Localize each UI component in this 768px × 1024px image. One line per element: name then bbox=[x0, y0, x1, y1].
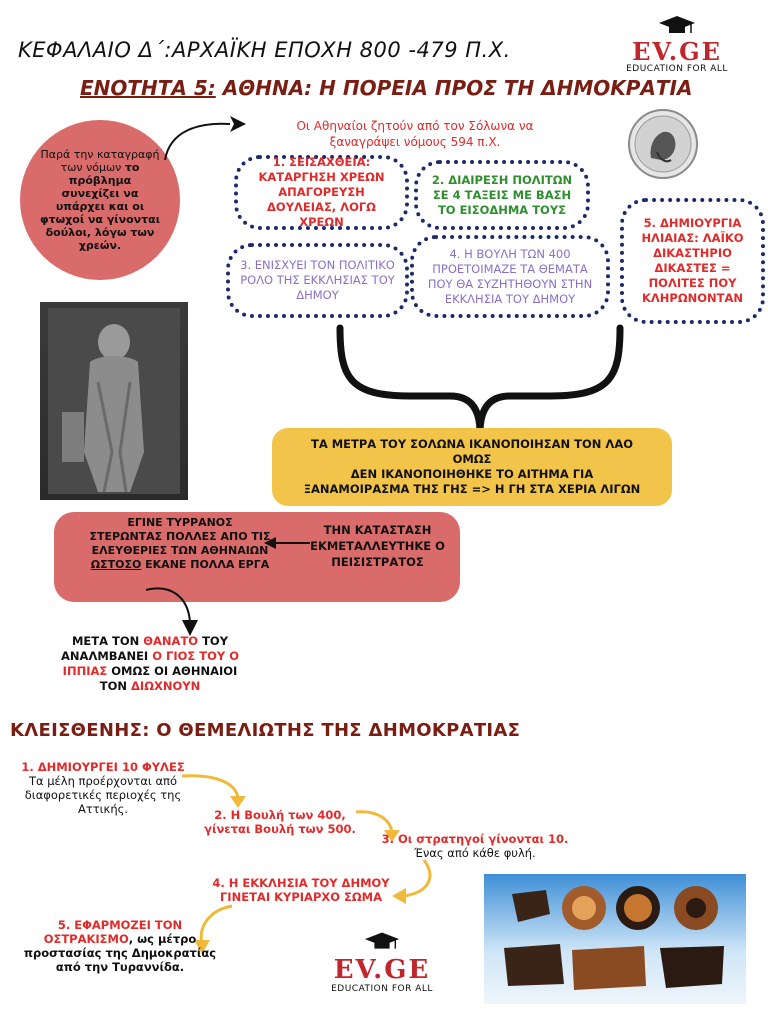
reform-box-5: 5. ΔΗΜΙΟΥΡΓΙΑ ΗΛΙΑΙΑΣ: ΛΑΪΚΟ ΔΙΚΑΣΤΗΡΙΟ ΔΙΚΑΣΤΕΣ = ΠΟΛΙΤΕΣ ΠΟΥ ΚΛΗΡΩΝΟΝΤΑΝ bbox=[620, 198, 765, 324]
after-p3: ΤΟΥ ΑΝΑΛΜΒΑΝΕΙ bbox=[61, 634, 229, 663]
step-3-text: Ένας από κάθε φυλή. bbox=[414, 846, 536, 860]
solon-statue-image bbox=[40, 302, 188, 500]
hippias-text bbox=[50, 634, 250, 694]
intro-line1: Παρά την καταγραφή των νόμων bbox=[40, 148, 160, 174]
logo-bottom bbox=[322, 930, 442, 994]
graduation-cap-icon bbox=[657, 14, 697, 36]
logo-name: EV.GE bbox=[632, 37, 722, 66]
step-2 bbox=[190, 808, 370, 836]
outcome-line2: ΟΜΩΣ bbox=[452, 452, 492, 466]
tyrant-works: ΕΚΑΝΕ ΠΟΛΛΑ ΕΡΓΑ bbox=[141, 558, 270, 571]
tyrant-line1: ΕΓΙΝΕ ΤΥΡΡΑΝΟΣ bbox=[127, 516, 233, 529]
curved-down-arrow-icon bbox=[140, 582, 210, 642]
step-1 bbox=[8, 760, 198, 816]
step-5-text: , ως μέτρο προστασίας της Δημοκρατίας από την Τυραννίδα. bbox=[23, 932, 217, 974]
outcome-line1: ΤΑ ΜΕΤΡΑ ΤΟΥ ΣΟΛΩΝΑ ΙΚΑΝΟΠΟΙΗΣΑΝ ΤΟΝ ΛΑΟ bbox=[310, 437, 634, 451]
peisistratos-right: ΤΗΝ ΚΑΤΑΣΤΑΣΗ ΕΚΜΕΤΑΛΛΕΥΤΗΚΕ Ο ΠΕΙΣΙΣΤΡΑΤΟΣ bbox=[310, 523, 445, 569]
step-5-title: 5. ΕΦΑΡΜΟΖΕΙ ΤΟΝ ΟΣΤΡΑΚΙΣΜΟ bbox=[43, 918, 183, 946]
curly-brace-icon bbox=[320, 318, 640, 438]
tyrant-however: ΩΣΤΟΣΟ bbox=[90, 558, 142, 571]
step-1-title: 1. ΔΗΜΙΟΥΡΓΕΙ 10 ΦΥΛΕΣ bbox=[21, 760, 185, 774]
tyrant-line2: ΣΤΕΡΩΝΤΑΣ ΠΟΛΛΕΣ ΑΠΟ ΤΙΣ ΕΛΕΥΘΕΡΙΕΣ ΤΩΝ ΑΘΗΝΑΙΩΝ bbox=[89, 530, 271, 557]
step-arrow-1-icon bbox=[178, 770, 258, 810]
section-heading: ΑΘΗΝΑ: Η ΠΟΡΕΙΑ ΠΡΟΣ ΤΗ ΔΗΜΟΚΡΑΤΙΑ bbox=[222, 76, 693, 100]
chapter-title: ΚΕΦΑΛΑΙΟ Δ΄:ΑΡΧΑΪΚΗ ΕΠΟΧΗ 800 -479 Π.Χ. bbox=[18, 38, 511, 62]
graduation-cap-icon bbox=[363, 930, 401, 952]
reform-box-4: 4. Η ΒΟΥΛΗ ΤΩΝ 400 ΠΡΟΕΤΟΙΜΑΖΕ ΤΑ ΘΕΜΑΤΑ ΠΟΥ ΘΑ ΣΥΖΗΤΗΘΟΥΝ ΣΤΗΝ ΕΚΚΛΗΣΙΑ ΤΟΥ ΔΗΜΟΥ bbox=[410, 235, 610, 318]
cleisthenes-title: ΚΛΕΙΣΘΕΝΗΣ: Ο ΘΕΜΕΛΙΩΤΗΣ ΤΗΣ ΔΗΜΟΚΡΑΤΙΑΣ bbox=[10, 720, 521, 741]
step-2-line1: 2. Η Βουλή των 400, bbox=[214, 808, 346, 822]
left-arrow-icon bbox=[262, 536, 312, 550]
after-hippias: Ο ΓΙΟΣ ΤΟΥ Ο ΙΠΠΙΑΣ bbox=[62, 649, 239, 678]
after-expel: ΔΙΩΧΝΟΥΝ bbox=[131, 679, 201, 693]
section-title bbox=[80, 76, 692, 100]
step-4-line2: ΓΙΝΕΤΑΙ ΚΥΡΙΑΡΧΟ ΣΩΜΑ bbox=[219, 890, 382, 904]
reform-box-1: 1. ΣΕΙΣΑΧΘΕΙΑ: ΚΑΤΑΡΓΗΣΗ ΧΡΕΩΝ ΑΠΑΓΟΡΕΥΣΗ ΔΟΥΛΕΙΑΣ, ΛΟΓΩ ΧΡΕΩΝ bbox=[234, 155, 409, 230]
section-prefix: ΕΝΟΤΗΤΑ 5: bbox=[80, 76, 216, 100]
after-death: ΘΑΝΑΤΟ bbox=[143, 634, 199, 648]
logo-tagline: EDUCATION FOR ALL bbox=[626, 64, 728, 74]
after-p5: ΟΜΩΣ ΟΙ ΑΘΗΝΑΙΟΙ ΤΟΝ bbox=[99, 664, 238, 693]
peisistratos-left bbox=[70, 516, 290, 572]
outcome-line3: ΔΕΝ ΙΚΑΝΟΠΟΙΗΘΗΚΕ ΤΟ ΑΙΤΗΜΑ ΓΙΑ bbox=[350, 467, 594, 481]
step-2-line2: γίνεται Βουλή των 500. bbox=[204, 822, 356, 836]
step-5 bbox=[20, 918, 220, 974]
logo-bottom-tagline: EDUCATION FOR ALL bbox=[331, 984, 433, 994]
step-1-text: Τα μέλη προέρχονται από διαφορετικές περιοχές της Αττικής. bbox=[24, 774, 182, 816]
solon-coin-image bbox=[627, 108, 699, 180]
reform-box-3: 3. ΕΝΙΣΧΥΕΙ ΤΟΝ ΠΟΛΙΤΙΚΟ ΡΟΛΟ ΤΗΣ ΕΚΚΛΗΣΙΑΣ ΤΟΥ ΔΗΜΟΥ bbox=[226, 243, 409, 318]
step-4-line1: 4. Η ΕΚΚΛΗΣΙΑ ΤΟΥ ΔΗΜΟΥ bbox=[212, 876, 390, 890]
ostraka-image bbox=[484, 874, 746, 1004]
outcome-line4: ΞΑΝΑΜΟΙΡΑΣΜΑ ΤΗΣ ΓΗΣ => Η ΓΗ ΣΤΑ ΧΕΡΙΑ ΛΙΓΩΝ bbox=[303, 482, 641, 496]
curved-arrow-icon bbox=[160, 110, 250, 170]
outcome-box bbox=[272, 428, 672, 506]
after-p1: ΜΕΤΑ ΤΟΝ bbox=[71, 634, 144, 648]
logo-bottom-name: EV.GE bbox=[333, 955, 431, 985]
reform-box-2: 2. ΔΙΑΙΡΕΣΗ ΠΟΛΙΤΩΝ ΣΕ 4 ΤΑΞΕΙΣ ΜΕ ΒΑΣΗ ΤΟ ΕΙΣΟΔΗΜΑ ΤΟΥΣ bbox=[414, 160, 590, 230]
step-3-title: 3. Οι στρατηγοί γίνονται 10. bbox=[381, 832, 569, 846]
intro-line2: το πρόβλημα συνεχίζει να υπάρχει και οι φτωχοί να γίνονται δούλοι, λόγω των χρεών. bbox=[39, 161, 161, 252]
intro-circle bbox=[20, 120, 180, 280]
logo-top bbox=[612, 14, 742, 74]
solon-request: Οι Αθηναίοι ζητούν από τον Σόλωνα να ξαναγράψει νόμους 594 π.Χ. bbox=[296, 119, 534, 149]
